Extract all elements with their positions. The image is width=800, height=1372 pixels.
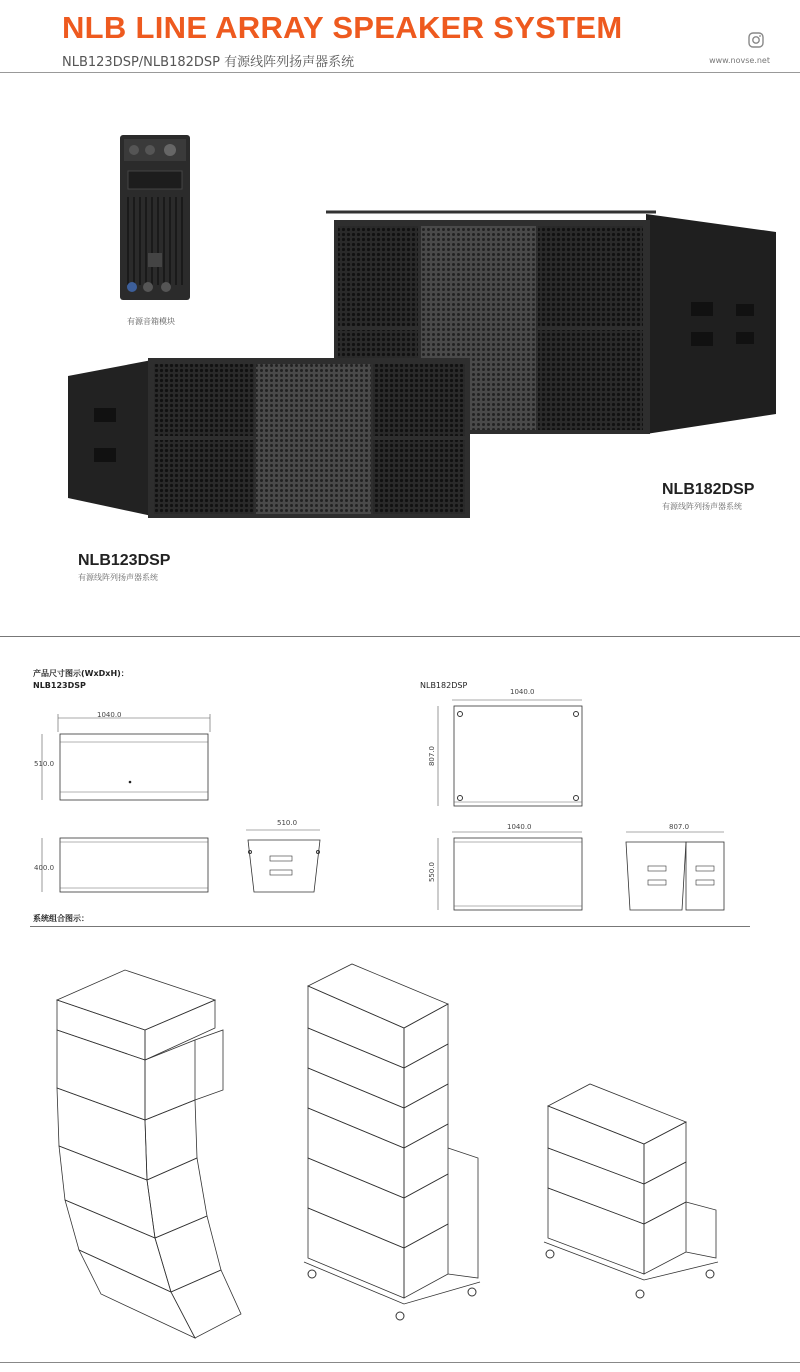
amplifier-module-image xyxy=(120,135,190,300)
website-url[interactable]: www.novse.net xyxy=(709,56,770,65)
nlb182-dim-label: NLB182DSP xyxy=(420,681,468,690)
nlb123-front-height: 510.0 xyxy=(34,760,55,768)
nlb123-speaker-image xyxy=(64,348,474,520)
section-divider xyxy=(0,636,800,637)
nlb182-front-drawing xyxy=(420,692,590,814)
nlb123-side-width: 510.0 xyxy=(277,819,298,827)
combination-heading: 系统组合图示： xyxy=(33,914,89,923)
nlb182-side-width: 807.0 xyxy=(669,823,690,831)
page-subtitle: NLB123DSP/NLB182DSP 有源线阵列扬声器系统 xyxy=(62,55,355,70)
nlb123-top-drawing xyxy=(30,828,220,898)
nlb123-front-drawing xyxy=(30,708,220,808)
nlb123-model-name: NLB123DSP xyxy=(78,552,171,569)
ground-stack-drawing xyxy=(540,1078,730,1313)
hanging-array-drawing xyxy=(45,960,245,1345)
nlb123-top-depth: 400.0 xyxy=(34,864,55,872)
footer-divider xyxy=(0,1362,800,1363)
header-divider xyxy=(0,72,800,73)
nlb182-top-width: 1040.0 xyxy=(507,823,532,831)
nlb182-front-width: 1040.0 xyxy=(510,688,535,696)
nlb123-dim-label: NLB123DSP xyxy=(33,681,86,690)
nlb182-top-drawing xyxy=(420,828,590,914)
nlb182-model-name: NLB182DSP xyxy=(662,481,755,498)
module-caption: 有源音箱模块 xyxy=(127,317,175,326)
nlb123-model-desc: 有源线阵列扬声器系统 xyxy=(78,573,158,582)
dimensions-heading: 产品尺寸图示(WxDxH)： xyxy=(33,669,129,678)
stacked-tower-drawing xyxy=(300,958,485,1330)
combination-divider xyxy=(30,926,750,927)
page-title: NLB LINE ARRAY SPEAKER SYSTEM xyxy=(62,10,623,45)
nlb123-front-width: 1040.0 xyxy=(97,711,122,719)
nlb182-top-depth: 550.0 xyxy=(428,861,437,883)
instagram-icon[interactable] xyxy=(748,32,764,48)
nlb182-side-drawing xyxy=(620,826,730,916)
nlb182-front-height: 807.0 xyxy=(428,745,437,767)
nlb123-side-drawing xyxy=(240,822,330,902)
nlb182-model-desc: 有源线阵列扬声器系统 xyxy=(662,502,742,511)
